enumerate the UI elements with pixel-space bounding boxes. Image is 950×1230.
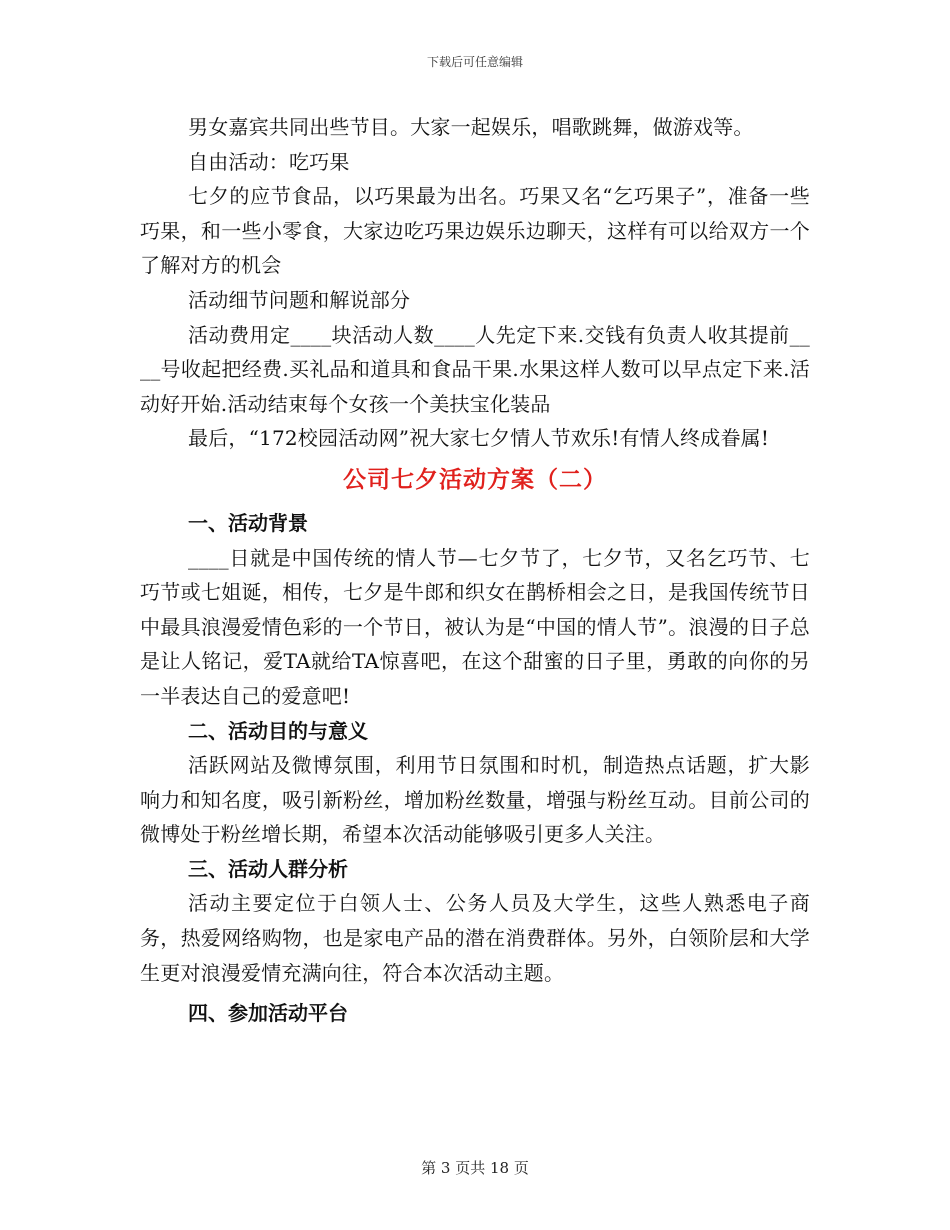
section-body-audience: 活动主要定位于白领人士、公务人员及大学生，这些人熟悉电子商务，热爱网络购物，也是家电产品的潜在消费群体。另外，白领阶层和大学生更对浪漫爱情充满向往，符合本次活动主题。	[140, 891, 810, 985]
section-heading-background: 一、活动背景	[188, 510, 308, 535]
paragraph-fees: 活动费用定____块活动人数____人先定下来.交钱有负责人收其提前____号收起把经费.买礼品和道具和食品干果.水果这样人数可以早点定下来.活动好开始.活动结束每个女孩一个美扶宝化装品	[140, 322, 810, 416]
page-header: 下载后可任意编辑	[426, 55, 523, 69]
paragraph-program: 男女嘉宾共同出些节目。大家一起娱乐，唱歌跳舞，做游戏等。	[188, 115, 754, 139]
paragraph-closing: 最后，“172校园活动网”祝大家七夕情人节欢乐!有情人终成眷属!	[188, 426, 770, 451]
document-title: 公司七夕活动方案（二）	[343, 465, 607, 493]
paragraph-free-activity: 自由活动：吃巧果	[188, 149, 350, 174]
section-heading-platform: 四、参加活动平台	[188, 1001, 348, 1026]
section-body-background: ____日就是中国传统的情人节—七夕节了，七夕节，又名乞巧节、七巧节或七姐诞，相传，七夕是牛郎和织女在鹊桥相会之日，是我国传统节日中最具浪漫爱情色彩的一个节日，被认为是“中国的情人节”。浪漫的日子总是让人铭记，爱TA就给TA惊喜吧，在这个甜蜜的日子里，勇敢的向你的另一半表达自己的爱意吧!	[140, 545, 810, 708]
paragraph-details-heading: 活动细节问题和解说部分	[188, 287, 411, 312]
section-body-purpose: 活跃网站及微博氛围，利用节日氛围和时机，制造热点话题，扩大影响力和知名度，吸引新粉丝，增加粉丝数量，增强与粉丝互动。目前公司的微博处于粉丝增长期，希望本次活动能够吸引更多人关注。	[140, 753, 810, 847]
page-footer: 第 3 页共 18 页	[421, 1159, 529, 1177]
document-body	[140, 110, 810, 1031]
paragraph-qiaoguo: 七夕的应节食品，以巧果最为出名。巧果又名“乞巧果子”，准备一些巧果，和一些小零食，大家边吃巧果边娱乐边聊天，这样有可以给双方一个了解对方的机会	[140, 184, 810, 278]
section-heading-audience: 三、活动人群分析	[188, 856, 348, 881]
section-heading-purpose: 二、活动目的与意义	[188, 718, 368, 743]
